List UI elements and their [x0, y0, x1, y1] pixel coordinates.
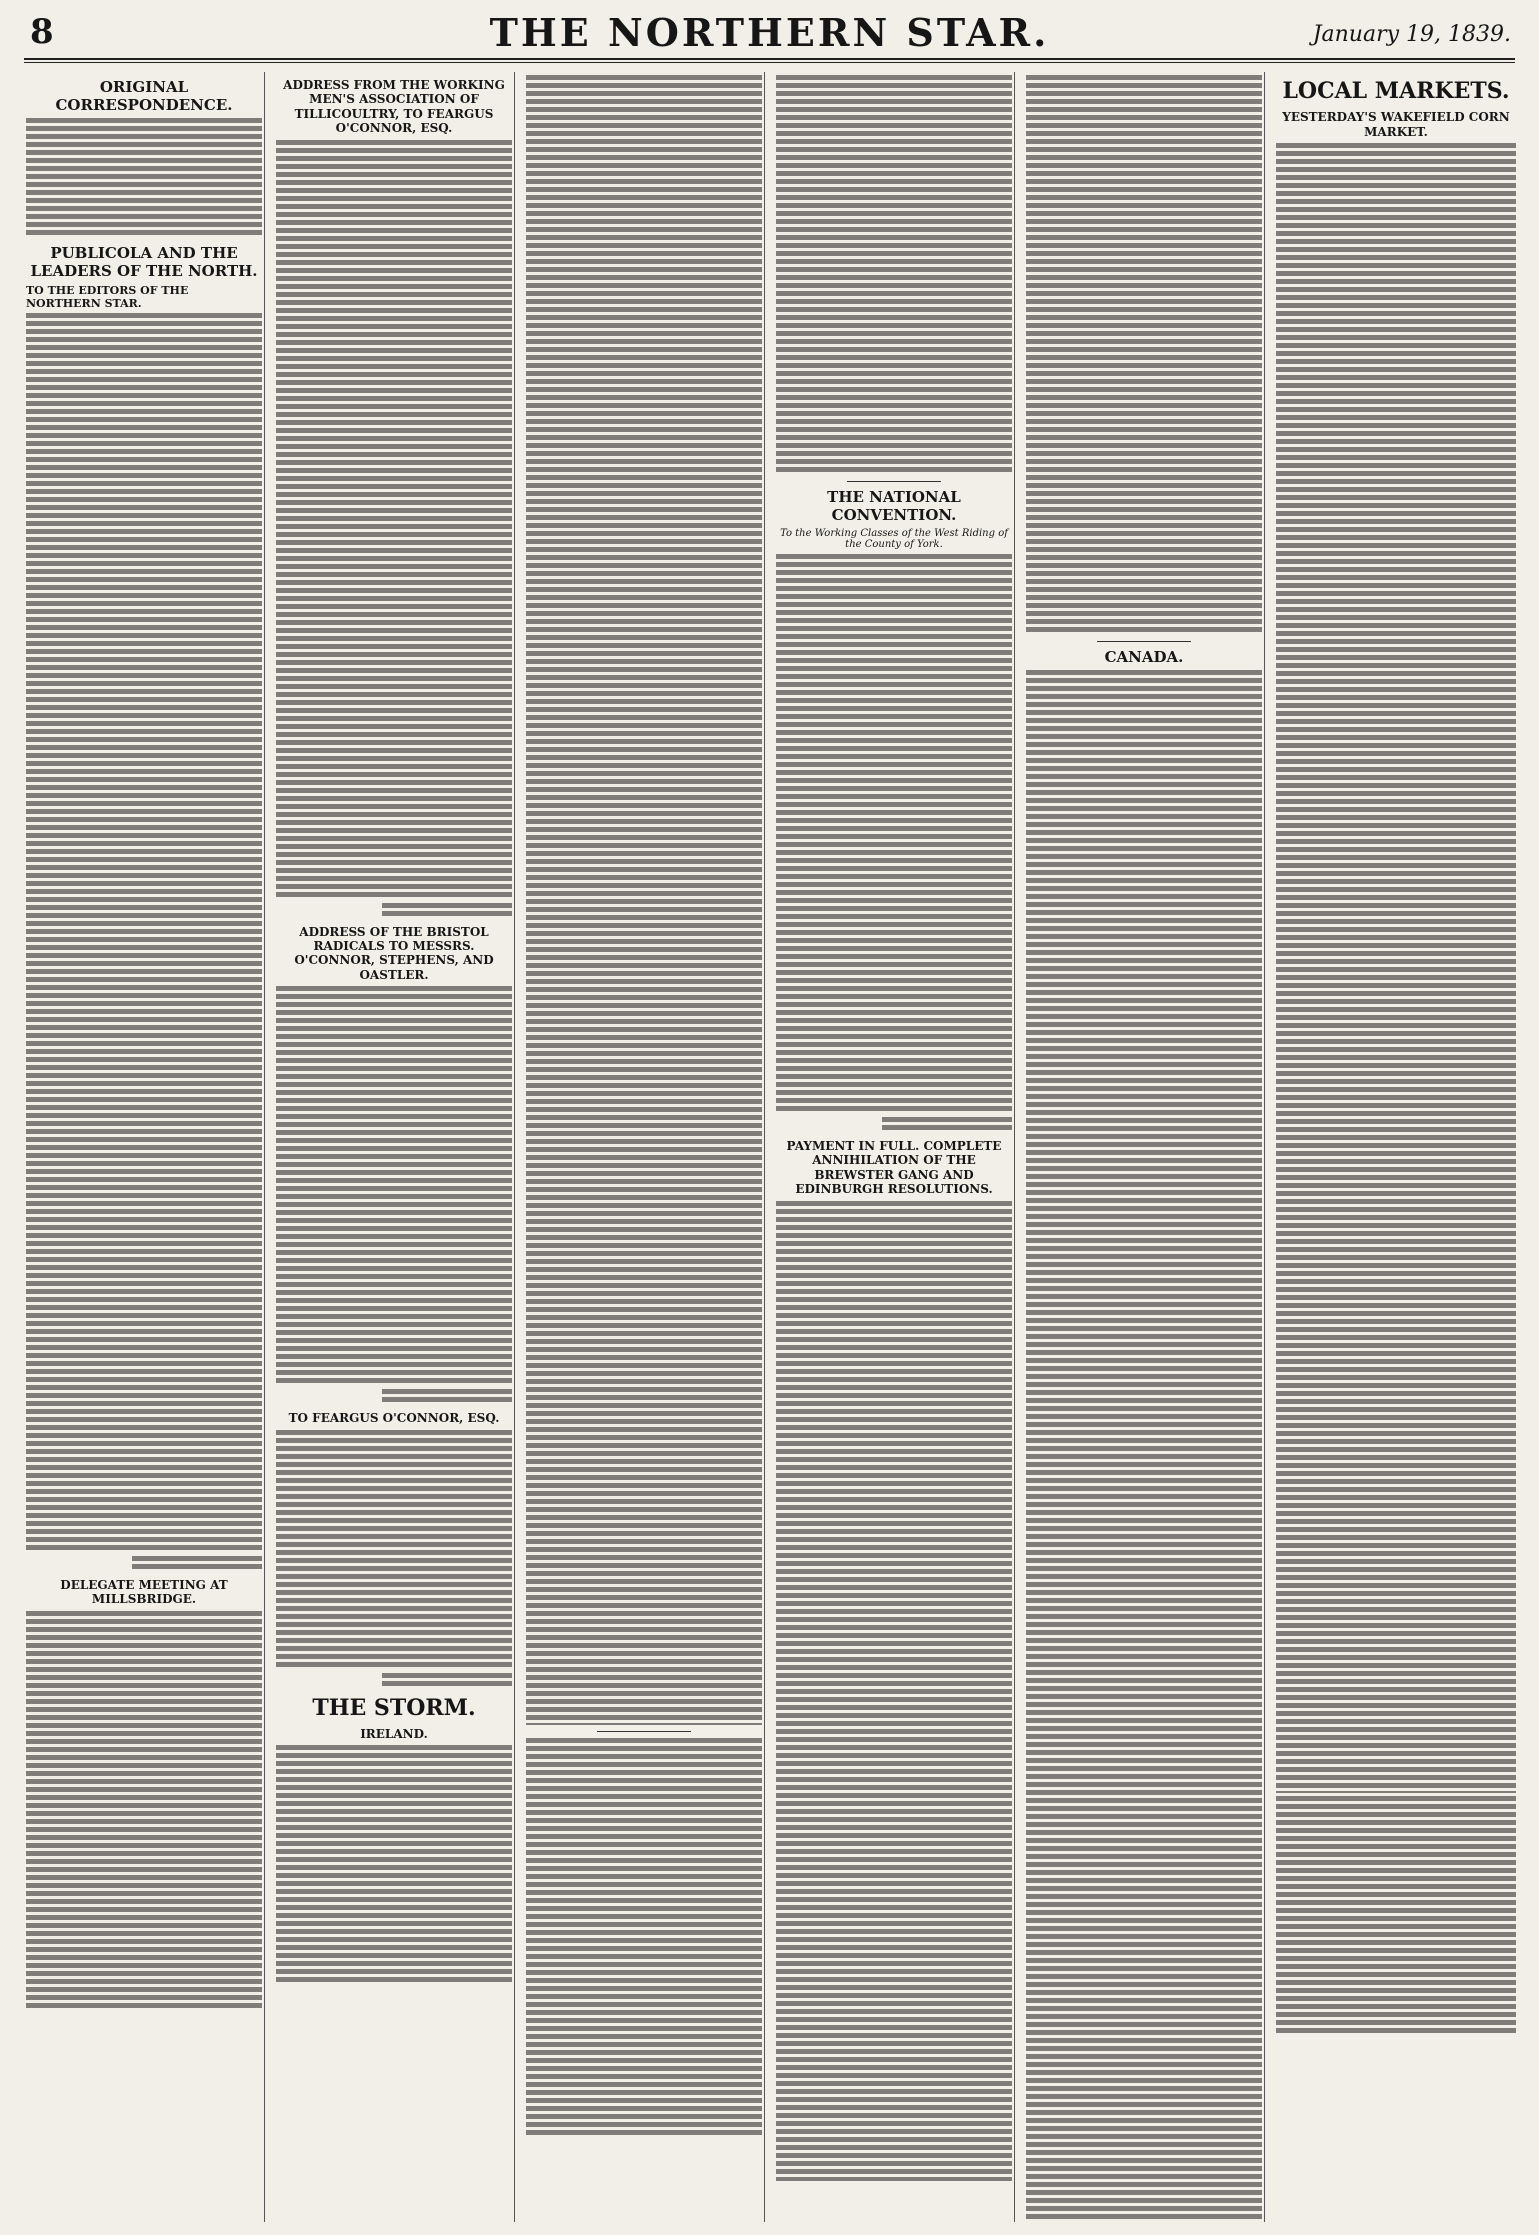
column-divider	[514, 72, 515, 2222]
article-body	[1026, 670, 1262, 2222]
article-heading: CANADA.	[1104, 648, 1184, 666]
column-divider	[764, 72, 765, 2222]
imprint-notice	[1276, 1796, 1516, 2036]
column-3	[526, 72, 762, 2222]
article-body	[776, 75, 1012, 475]
column-6	[1276, 72, 1516, 2222]
article-separator	[597, 1731, 691, 1732]
column-divider	[1264, 72, 1265, 2222]
masthead-rule-thin	[24, 62, 1515, 63]
article-body	[276, 986, 512, 1386]
article-heading: ADDRESS OF THE BRISTOL RADICALS TO MESSRS. O'CONNOR, STEPHENS, AND OASTLER.	[294, 924, 494, 982]
article-body	[276, 140, 512, 900]
article-separator	[1097, 641, 1191, 642]
article-heading: PAYMENT IN FULL. COMPLETE ANNIHILATION OF THE BREWSTER GANG AND EDINBURGH RESOLUTIONS.	[786, 1139, 1002, 1197]
article-signature	[882, 1117, 1012, 1133]
article-body	[526, 75, 762, 1725]
issue-date: January 19, 1839.	[1312, 22, 1511, 47]
article-heading: TO FEARGUS O'CONNOR, ESQ.	[288, 1411, 500, 1426]
column-divider	[264, 72, 265, 2222]
article-signature	[132, 1556, 262, 1572]
article-address: TO THE EDITORS OF THE NORTHERN STAR.	[26, 284, 189, 310]
masthead-rule	[24, 58, 1515, 60]
article-body	[26, 313, 262, 1553]
article-subheading: To the Working Classes of the West Riding of the County of York.	[780, 528, 1008, 550]
article-heading: DELEGATE MEETING AT MILLSBRIDGE.	[60, 1578, 228, 1607]
article-heading: THE NATIONAL CONVENTION.	[827, 488, 961, 524]
section-heading: ORIGINAL CORRESPONDENCE.	[55, 78, 233, 114]
column-5	[1026, 72, 1262, 2222]
market-reports	[1276, 143, 1516, 1793]
article-heading: THE STORM.	[312, 1694, 476, 1721]
column-divider	[1014, 72, 1015, 2222]
column-4	[776, 72, 1012, 2222]
article-subheading: IRELAND.	[360, 1726, 428, 1741]
page-number: 8	[30, 12, 54, 52]
masthead	[24, 8, 1515, 56]
article-heading: PUBLICOLA AND THE LEADERS OF THE NORTH.	[30, 244, 258, 280]
article-heading: YESTERDAY'S WAKEFIELD CORN MARKET.	[1282, 110, 1510, 139]
article-signature	[382, 1389, 512, 1405]
article-body	[276, 1430, 512, 1670]
article-body	[26, 1611, 262, 2011]
article-signature	[382, 903, 512, 919]
article-body	[1026, 75, 1262, 635]
text-block	[26, 118, 262, 238]
article-signature	[382, 1673, 512, 1689]
article-body	[526, 1738, 762, 2138]
column-1	[26, 72, 262, 2222]
article-body	[776, 1201, 1012, 2181]
article-separator	[847, 481, 941, 482]
article-body	[776, 554, 1012, 1114]
section-heading: LOCAL MARKETS.	[1282, 78, 1510, 104]
column-2	[276, 72, 512, 2222]
article-heading: ADDRESS FROM THE WORKING MEN'S ASSOCIATION OF TILLICOULTRY, TO FEARGUS O'CONNOR, ESQ.	[283, 78, 505, 136]
article-body	[276, 1745, 512, 1985]
newspaper-title: THE NORTHERN STAR.	[489, 10, 1050, 55]
